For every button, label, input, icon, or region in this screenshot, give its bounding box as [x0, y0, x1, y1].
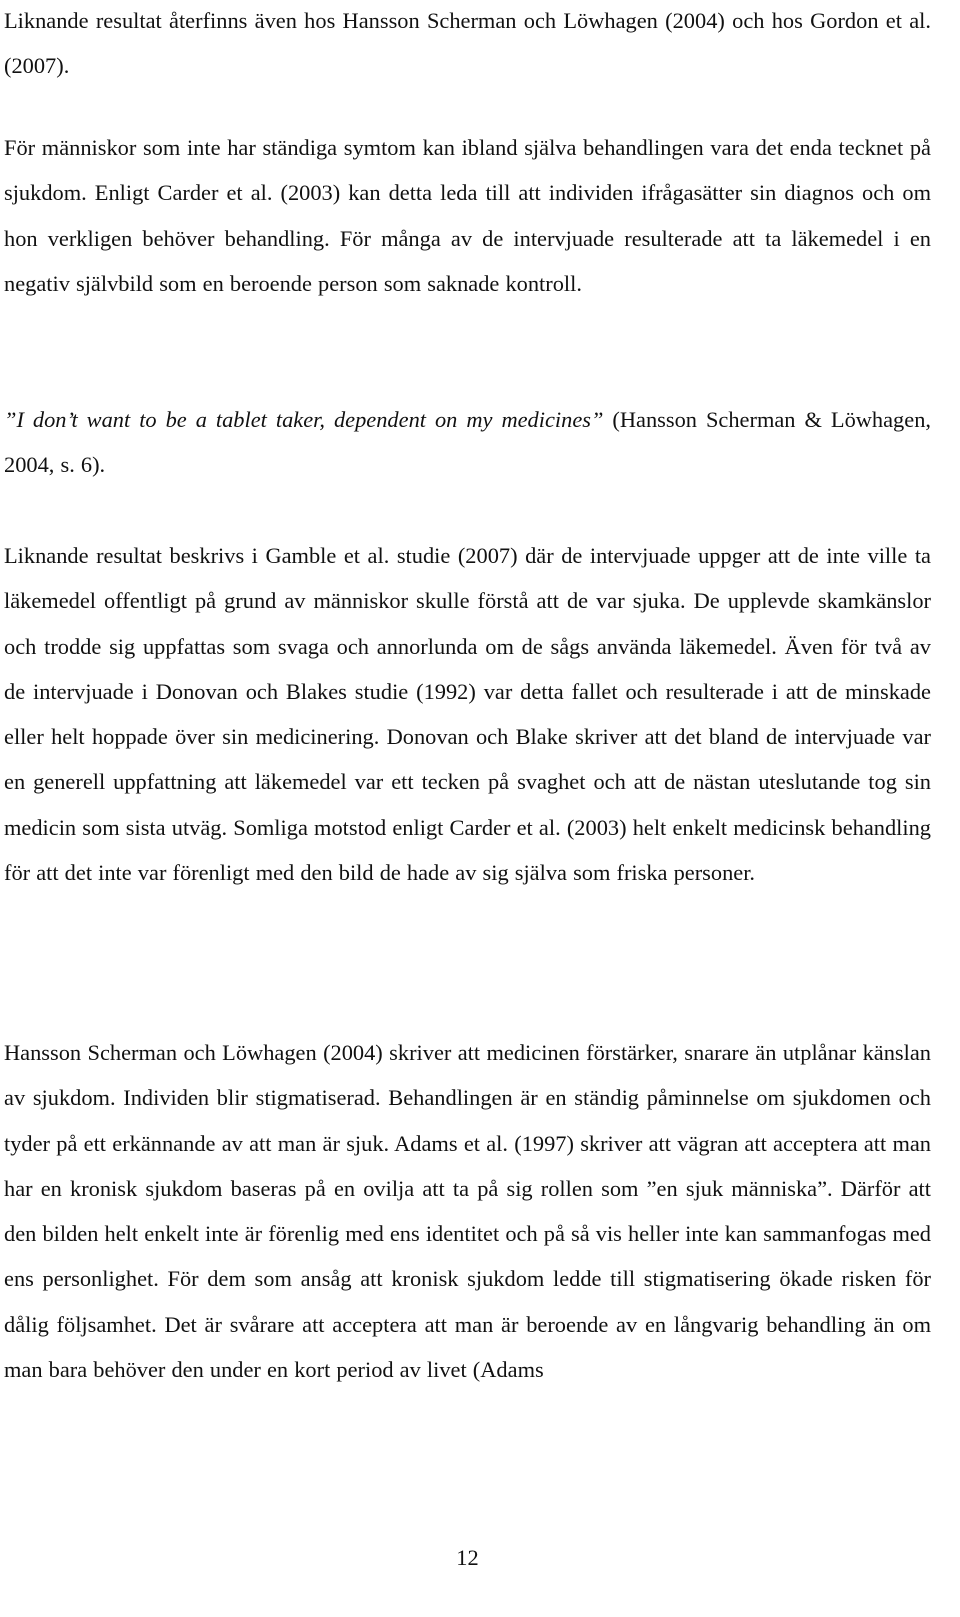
- paragraph-quote: [4, 397, 931, 488]
- paragraph-similar-results: Liknande resultat återfinns även hos Hansson Scherman och Löwhagen (2004) och hos Gordon et al. (2007).: [4, 8, 931, 79]
- interview-quote: ”I don’t want to be a tablet taker, dependent on my medicines”: [4, 407, 604, 432]
- page-number: 12: [456, 1545, 479, 1570]
- paragraph-treatment-as-sign: För människor som inte har ständiga symtom kan ibland själva behandlingen vara det enda tecknet på sjukdom. Enligt Carder et al. (2003) kan detta leda till att individen ifrågasätter sin diagnos och om hon verkligen behöver behandling. För många av de intervjuade resulterade att ta läkemedel i en negativ självbild som en beroende person som saknade kontroll.: [4, 135, 931, 296]
- paragraph-stigmatization: Hansson Scherman och Löwhagen (2004) skriver att medicinen förstärker, snarare än utplånar känslan av sjukdom. Individen blir stigmatiserad. Behandlingen är en ständig påminnelse om sjukdomen och tyder på ett erkännande av att man är sjuk. Adams et al. (1997) skriver att vägran att acceptera att man har en kronisk sjukdom baseras på en ovilja att ta på sig rollen som ”en sjuk människa”. Därför att den bilden helt enkelt inte är förenlig med ens identitet och på så vis heller inte kan sammanfogas med ens personlighet. För dem som ansåg att kronisk sjukdom ledde till stigmatisering ökade risken för dålig följsamhet. Det är svårare att acceptera att man är beroende av en långvarig behandling än om man bara behöver den under en kort period av livet (Adams: [4, 1040, 931, 1383]
- paragraph-gamble-study: Liknande resultat beskrivs i Gamble et al. studie (2007) där de intervjuade uppger att de inte ville ta läkemedel offentligt på grund av människor skulle förstå att de var sjuka. De upplevde skamkänslor och trodde sig uppfattas som svaga och annorlunda om de sågs använda läkemedel. Även för två av de intervjuade i Donovan och Blakes studie (1992) var detta fallet och resulterade i att de minskade eller helt hoppade över sin medicinering. Donovan och Blake skriver att det bland de intervjuade var en generell uppfattning att läkemedel var ett tecken på svaghet och att de nästan uteslutande tog sin medicin som sista utväg. Somliga motstod enligt Carder et al. (2003) helt enkelt medicinsk behandling för att det inte var förenligt med den bild de hade av sig själva som friska personer.: [4, 543, 931, 886]
- quote-citation: (Hansson Scherman & Löwhagen, 2004, s. 6).: [4, 407, 931, 478]
